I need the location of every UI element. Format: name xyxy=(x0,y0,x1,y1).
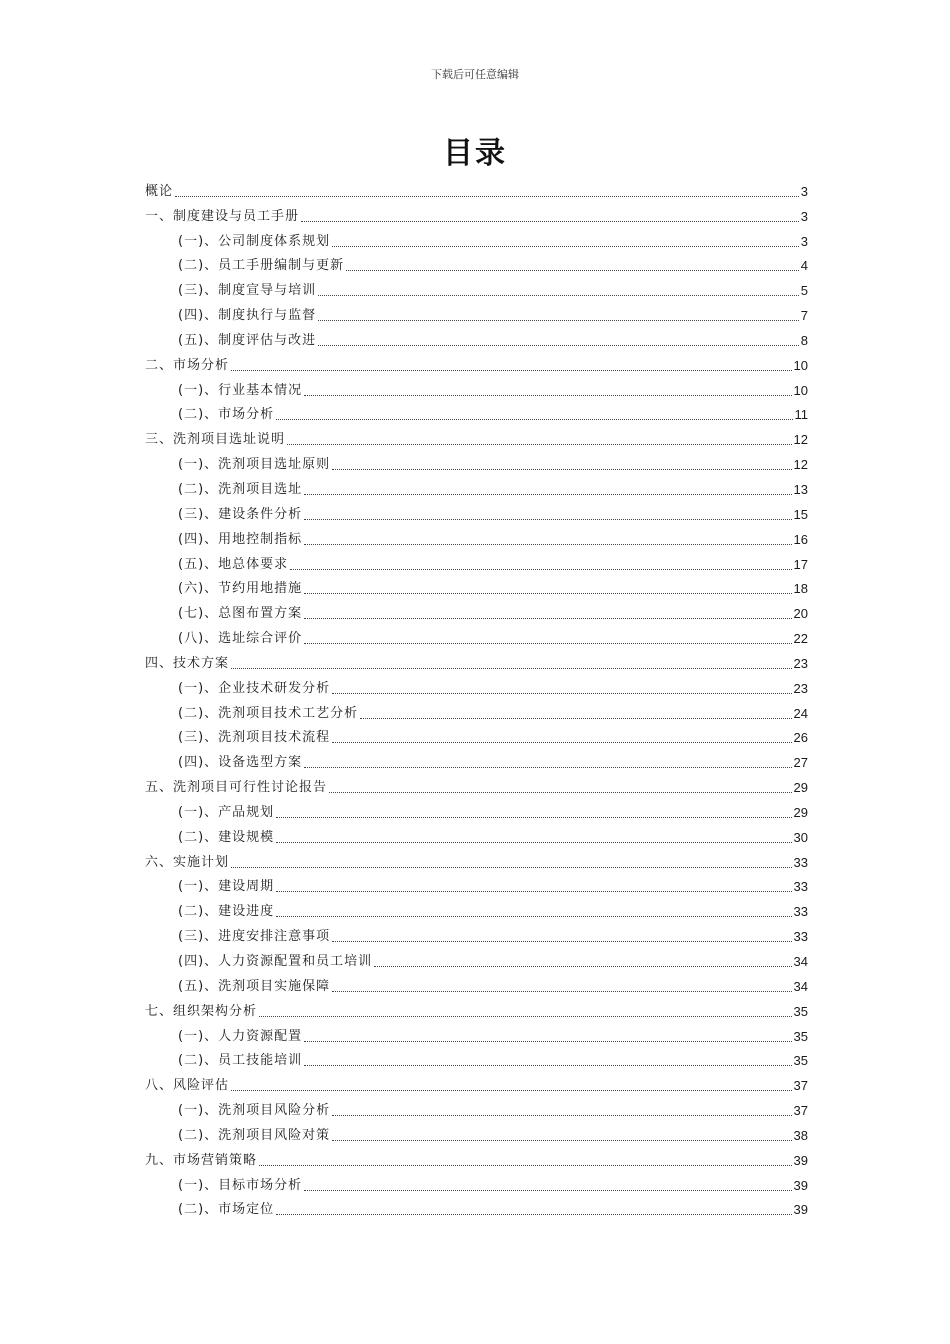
toc-dot-leader xyxy=(360,718,791,719)
toc-entry[interactable] xyxy=(145,524,808,549)
toc-dot-leader xyxy=(374,966,791,967)
toc-entry-page-number: 34 xyxy=(793,954,808,969)
toc-entry-label: (三)、制度宣导与培训 xyxy=(178,283,317,299)
toc-dot-leader xyxy=(301,221,799,222)
toc-entry-label: (一)、企业技术研发分析 xyxy=(178,680,331,696)
toc-entry-page-number: 4 xyxy=(800,258,808,274)
toc-entry[interactable] xyxy=(145,375,808,400)
toc-dot-leader xyxy=(304,395,791,396)
toc-entry[interactable] xyxy=(145,971,808,996)
toc-dot-leader xyxy=(304,618,791,619)
toc-dot-leader xyxy=(332,1115,791,1116)
toc-entry-label: (四)、用地控制指标 xyxy=(178,531,303,547)
toc-entry[interactable] xyxy=(145,648,808,673)
toc-dot-leader xyxy=(329,792,792,793)
toc-entry[interactable] xyxy=(145,1070,808,1095)
toc-entry-label: (一)、产品规划 xyxy=(178,804,275,820)
toc-entry-label: (五)、地总体要求 xyxy=(178,556,289,572)
toc-entry-page-number: 35 xyxy=(793,1003,808,1019)
toc-entry-page-number: 11 xyxy=(794,407,808,423)
toc-dot-leader xyxy=(304,1041,791,1042)
toc-dot-leader xyxy=(231,668,792,669)
toc-entry-label: (一)、洗剂项目选址原则 xyxy=(178,457,331,473)
toc-entry[interactable] xyxy=(145,797,808,822)
page-title: 目录 xyxy=(443,136,507,171)
toc-entry-page-number: 23 xyxy=(793,680,808,696)
toc-entry-label: (二)、市场分析 xyxy=(178,407,275,423)
toc-entry[interactable] xyxy=(145,1021,808,1046)
toc-entry[interactable] xyxy=(145,176,808,201)
toc-entry-page-number: 8 xyxy=(800,332,808,348)
toc-entry-label: (一)、目标市场分析 xyxy=(178,1177,303,1193)
toc-entry-label: 八、风险评估 xyxy=(145,1078,230,1094)
toc-entry-page-number: 33 xyxy=(793,879,808,895)
toc-entry[interactable] xyxy=(145,598,808,623)
toc-entry-page-number: 7 xyxy=(800,308,808,324)
toc-entry-label: (一)、人力资源配置 xyxy=(178,1028,303,1044)
page-header: 下载后可任意编辑 xyxy=(431,68,519,81)
toc-entry-label: (五)、洗剂项目实施保障 xyxy=(178,978,331,994)
toc-entry[interactable] xyxy=(145,1120,808,1145)
toc-entry-label: 九、市场营销策略 xyxy=(145,1152,258,1168)
toc-entry-label: (三)、进度安排注意事项 xyxy=(178,929,331,945)
toc-entry[interactable] xyxy=(145,822,808,847)
toc-entry-page-number: 35 xyxy=(793,1028,808,1044)
toc-dot-leader xyxy=(231,867,792,868)
toc-entry-label: (一)、行业基本情况 xyxy=(178,382,303,398)
toc-entry[interactable] xyxy=(145,449,808,474)
toc-entry-page-number: 10 xyxy=(793,382,808,398)
toc-entry-label: (三)、洗剂项目技术流程 xyxy=(178,730,331,746)
toc-entry-page-number: 33 xyxy=(793,904,808,920)
toc-entry-label: (八)、选址综合评价 xyxy=(178,631,303,647)
toc-entry[interactable] xyxy=(145,226,808,251)
toc-dot-leader xyxy=(332,941,791,942)
toc-dot-leader xyxy=(304,643,791,644)
toc-entry-page-number: 3 xyxy=(800,233,808,249)
toc-entry[interactable] xyxy=(145,772,808,797)
toc-entry-label: (二)、员工手册编制与更新 xyxy=(178,258,345,274)
toc-entry-page-number: 37 xyxy=(793,1103,808,1119)
toc-entry[interactable] xyxy=(145,673,808,698)
toc-entry-page-number: 29 xyxy=(793,804,808,820)
toc-dot-leader xyxy=(332,1140,791,1141)
toc-entry-page-number: 12 xyxy=(793,457,808,473)
toc-entry[interactable] xyxy=(145,921,808,946)
toc-entry-page-number: 17 xyxy=(793,556,808,572)
toc-entry[interactable] xyxy=(145,1170,808,1195)
toc-entry-label: 一、制度建设与员工手册 xyxy=(145,208,300,224)
toc-entry[interactable] xyxy=(145,474,808,499)
toc-dot-leader xyxy=(231,370,792,371)
toc-entry-label: 六、实施计划 xyxy=(145,854,230,870)
toc-entry[interactable] xyxy=(145,350,808,375)
toc-entry[interactable] xyxy=(145,325,808,350)
toc-entry[interactable] xyxy=(145,1095,808,1120)
toc-dot-leader xyxy=(304,544,791,545)
toc-entry-label: 二、市场分析 xyxy=(145,357,230,373)
toc-entry-page-number: 26 xyxy=(793,730,808,746)
toc-entry[interactable] xyxy=(145,996,808,1021)
toc-dot-leader xyxy=(276,842,791,843)
toc-entry-label: (二)、洗剂项目技术工艺分析 xyxy=(178,705,359,721)
toc-entry[interactable] xyxy=(145,698,808,723)
toc-entry-label: (四)、人力资源配置和员工培训 xyxy=(178,954,373,969)
toc-entry-page-number: 39 xyxy=(793,1177,808,1193)
toc-entry[interactable] xyxy=(145,424,808,449)
toc-entry-label: 七、组织架构分析 xyxy=(145,1003,258,1019)
toc-entry-label: (二)、员工技能培训 xyxy=(178,1053,303,1069)
toc-dot-leader xyxy=(175,196,799,197)
toc-entry-label: (二)、洗剂项目选址 xyxy=(178,481,303,497)
toc-entry-page-number: 33 xyxy=(793,929,808,945)
toc-entry-label: (三)、建设条件分析 xyxy=(178,506,303,522)
toc-entry-page-number: 16 xyxy=(793,531,808,547)
toc-entry[interactable] xyxy=(145,549,808,574)
table-of-contents xyxy=(145,176,808,1219)
toc-entry-label: (二)、市场定位 xyxy=(178,1202,275,1218)
toc-entry-page-number: 13 xyxy=(793,481,808,497)
toc-entry[interactable] xyxy=(145,201,808,226)
toc-entry-page-number: 10 xyxy=(793,357,808,373)
toc-dot-leader xyxy=(276,817,791,818)
toc-entry-label: (四)、制度执行与监督 xyxy=(178,308,317,324)
toc-entry-label: 概论 xyxy=(145,183,174,199)
toc-dot-leader xyxy=(332,742,791,743)
toc-entry-page-number: 15 xyxy=(793,506,808,522)
toc-dot-leader xyxy=(276,419,792,420)
toc-entry[interactable] xyxy=(145,300,808,325)
toc-entry-label: (一)、洗剂项目风险分析 xyxy=(178,1103,331,1119)
toc-entry-page-number: 30 xyxy=(793,829,808,845)
toc-dot-leader xyxy=(304,494,791,495)
toc-entry-label: (一)、公司制度体系规划 xyxy=(178,233,331,249)
toc-entry-page-number: 39 xyxy=(793,1202,808,1218)
toc-dot-leader xyxy=(332,693,791,694)
toc-entry-label: (七)、总图布置方案 xyxy=(178,606,303,622)
toc-entry-page-number: 27 xyxy=(793,755,808,771)
toc-dot-leader xyxy=(318,345,799,346)
toc-entry[interactable] xyxy=(145,574,808,599)
toc-dot-leader xyxy=(259,1016,792,1017)
toc-entry[interactable] xyxy=(145,872,808,897)
toc-entry[interactable] xyxy=(145,1145,808,1170)
toc-entry[interactable] xyxy=(145,499,808,524)
toc-entry-label: 三、洗剂项目选址说明 xyxy=(145,432,286,448)
toc-entry-page-number: 5 xyxy=(800,283,808,299)
toc-entry-page-number: 22 xyxy=(793,631,808,647)
toc-entry[interactable] xyxy=(145,747,808,772)
toc-entry-label: (六)、节约用地措施 xyxy=(178,581,303,597)
toc-entry-label: (二)、建设进度 xyxy=(178,904,275,920)
toc-dot-leader xyxy=(276,1214,791,1215)
toc-entry-page-number: 34 xyxy=(793,978,808,994)
toc-dot-leader xyxy=(276,891,791,892)
toc-dot-leader xyxy=(304,767,791,768)
toc-dot-leader xyxy=(287,444,792,445)
toc-entry-page-number: 23 xyxy=(793,655,808,671)
toc-dot-leader xyxy=(276,916,791,917)
toc-entry[interactable] xyxy=(145,623,808,648)
toc-entry[interactable] xyxy=(145,1046,808,1071)
toc-entry-label: (五)、制度评估与改进 xyxy=(178,332,317,348)
toc-entry[interactable] xyxy=(145,896,808,921)
toc-entry-label: (二)、建设规模 xyxy=(178,829,275,845)
toc-dot-leader xyxy=(290,569,791,570)
toc-entry[interactable] xyxy=(145,275,808,300)
toc-entry-label: (四)、设备选型方案 xyxy=(178,755,303,771)
toc-entry-page-number: 35 xyxy=(793,1053,808,1069)
toc-entry[interactable] xyxy=(145,1195,808,1220)
toc-dot-leader xyxy=(346,270,799,271)
toc-entry-page-number: 39 xyxy=(793,1152,808,1168)
toc-entry-page-number: 3 xyxy=(800,183,808,199)
toc-entry-label: (二)、洗剂项目风险对策 xyxy=(178,1127,331,1143)
toc-dot-leader xyxy=(304,1190,791,1191)
toc-entry-page-number: 38 xyxy=(793,1127,808,1143)
toc-dot-leader xyxy=(332,991,791,992)
toc-entry[interactable] xyxy=(145,723,808,748)
toc-dot-leader xyxy=(259,1165,792,1166)
toc-entry-page-number: 3 xyxy=(800,208,808,224)
toc-dot-leader xyxy=(332,469,791,470)
toc-entry-label: (一)、建设周期 xyxy=(178,879,275,895)
toc-entry-page-number: 33 xyxy=(793,854,808,870)
toc-entry-label: 四、技术方案 xyxy=(145,655,230,671)
toc-dot-leader xyxy=(231,1090,792,1091)
toc-entry-page-number: 20 xyxy=(793,606,808,622)
toc-entry-page-number: 24 xyxy=(793,705,808,721)
toc-entry[interactable] xyxy=(145,946,808,971)
toc-dot-leader xyxy=(332,246,799,247)
toc-entry-page-number: 37 xyxy=(793,1078,808,1094)
toc-dot-leader xyxy=(304,519,791,520)
toc-entry-label: 五、洗剂项目可行性讨论报告 xyxy=(145,780,328,796)
toc-entry[interactable] xyxy=(145,400,808,425)
toc-dot-leader xyxy=(318,295,799,296)
toc-entry-page-number: 18 xyxy=(793,581,808,597)
toc-entry-page-number: 12 xyxy=(793,432,808,448)
toc-entry[interactable] xyxy=(145,251,808,276)
toc-dot-leader xyxy=(304,1065,791,1066)
toc-dot-leader xyxy=(318,320,799,321)
toc-dot-leader xyxy=(304,593,791,594)
toc-entry[interactable] xyxy=(145,847,808,872)
toc-entry-page-number: 29 xyxy=(793,780,808,796)
